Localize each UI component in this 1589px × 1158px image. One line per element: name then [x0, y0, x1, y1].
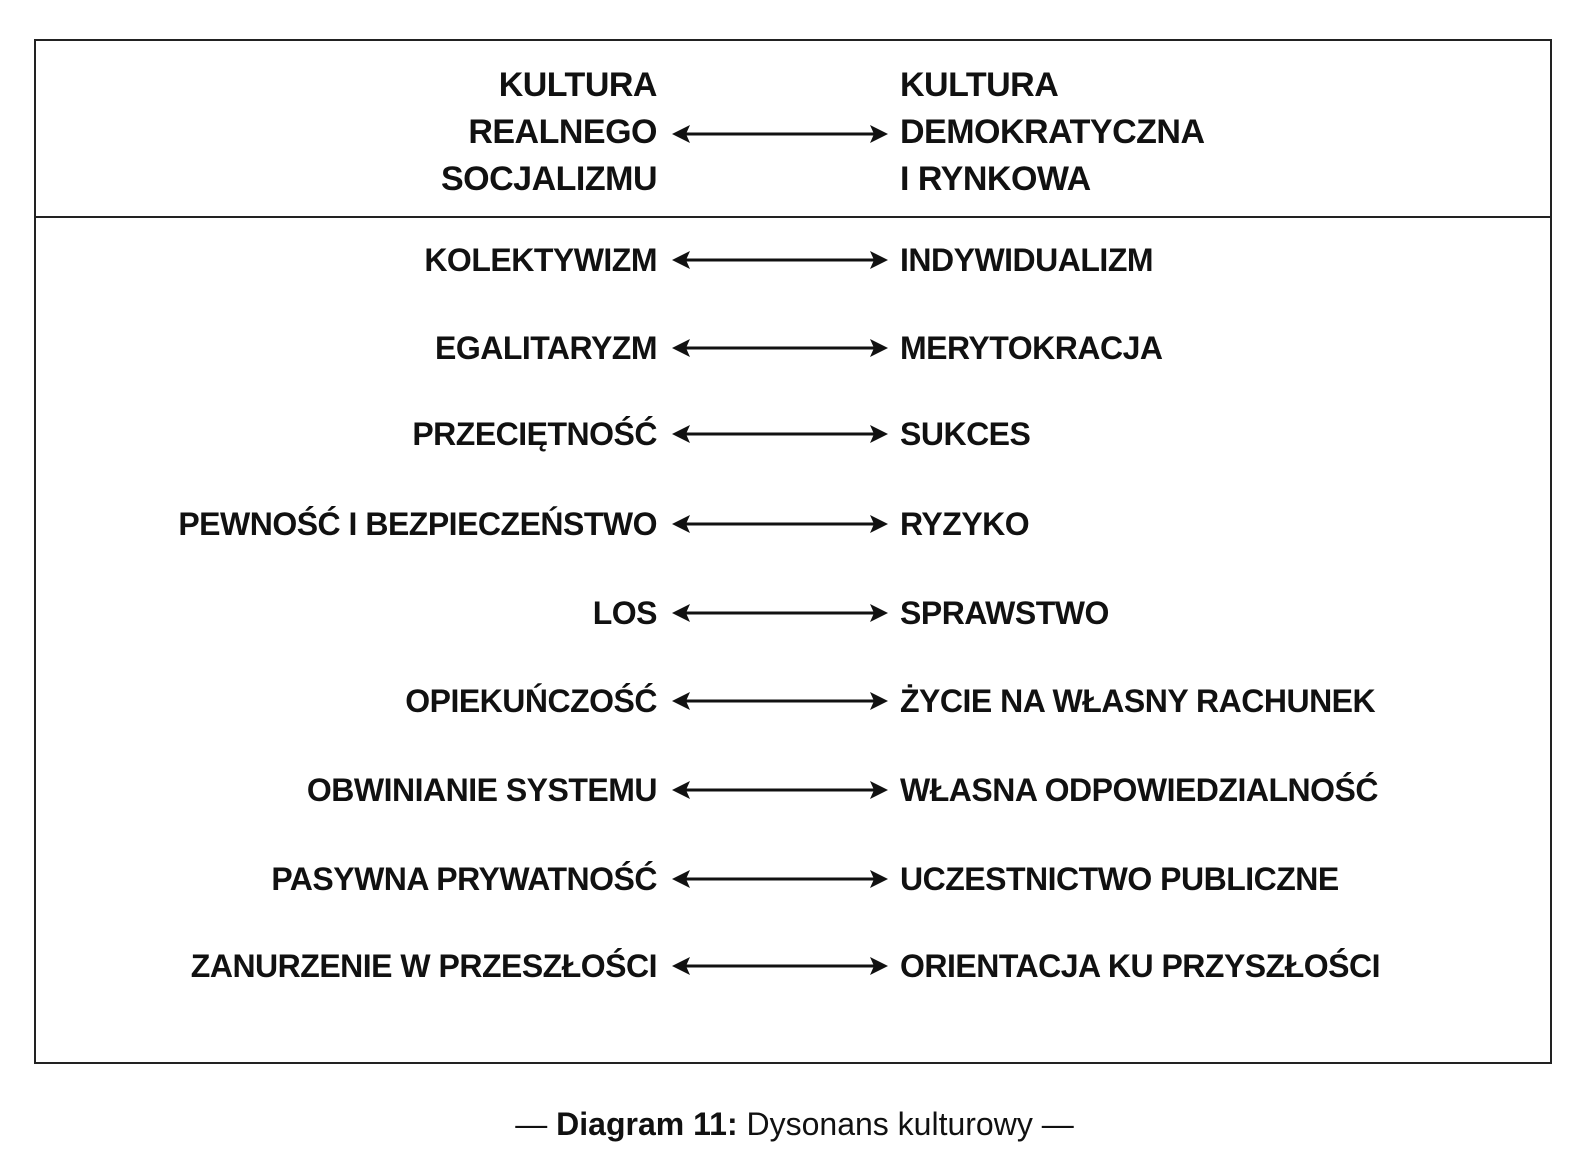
comparison-row	[0, 240, 1589, 280]
comparison-row	[0, 946, 1589, 986]
double-arrow	[672, 422, 888, 446]
right-concept: UCZESTNICTWO PUBLICZNE	[900, 861, 1339, 897]
right-concept: SUKCES	[900, 416, 1031, 452]
right-concept: SPRAWSTWO	[900, 595, 1109, 631]
left-concept: ZANURZENIE W PRZESZŁOŚCI	[190, 948, 657, 984]
header-divider	[34, 216, 1552, 218]
header-left-line: SOCJALIZMU	[441, 160, 657, 198]
comparison-row	[0, 681, 1589, 721]
header-right-line: I RYNKOWA	[900, 160, 1091, 198]
caption-dash-before: —	[515, 1106, 548, 1142]
right-concept: INDYWIDUALIZM	[900, 242, 1154, 278]
header-left-line: REALNEGO	[468, 113, 657, 151]
left-concept: PEWNOŚĆ I BEZPIECZEŃSTWO	[178, 506, 657, 542]
header-left-line: KULTURA	[498, 66, 657, 104]
double-arrow	[672, 689, 888, 713]
left-concept: EGALITARYZM	[434, 330, 657, 366]
diagram-caption	[0, 1104, 1589, 1144]
double-arrow	[672, 601, 888, 625]
comparison-row	[0, 859, 1589, 899]
comparison-row	[0, 414, 1589, 454]
caption-label: Diagram 11:	[556, 1106, 738, 1142]
left-concept: OPIEKUŃCZOŚĆ	[405, 683, 657, 719]
double-arrow	[672, 867, 888, 891]
comparison-row	[0, 504, 1589, 544]
right-concept: WŁASNA ODPOWIEDZIALNOŚĆ	[900, 772, 1378, 808]
left-concept: PRZECIĘTNOŚĆ	[412, 416, 657, 452]
comparison-row	[0, 770, 1589, 810]
right-concept: ORIENTACJA KU PRZYSZŁOŚCI	[900, 948, 1380, 984]
header-right-label	[900, 62, 1205, 203]
double-arrow	[672, 778, 888, 802]
left-concept: KOLEKTYWIZM	[424, 242, 657, 278]
header-left-label	[441, 62, 657, 203]
double-arrow	[672, 512, 888, 536]
right-concept: MERYTOKRACJA	[900, 330, 1163, 366]
comparison-row	[0, 593, 1589, 633]
caption-dash-after: —	[1041, 1106, 1074, 1142]
header-right-line: DEMOKRATYCZNA	[900, 113, 1205, 151]
left-concept: LOS	[592, 595, 657, 631]
comparison-row	[0, 328, 1589, 368]
double-arrow	[672, 954, 888, 978]
double-arrow	[672, 248, 888, 272]
double-arrow	[672, 336, 888, 360]
header-right-line: KULTURA	[900, 66, 1059, 104]
right-concept: RYZYKO	[900, 506, 1030, 542]
left-concept: PASYWNA PRYWATNOŚĆ	[271, 861, 657, 897]
right-concept: ŻYCIE NA WŁASNY RACHUNEK	[900, 683, 1376, 719]
header-double-arrow	[672, 122, 888, 146]
caption-text: Dysonans kulturowy	[746, 1106, 1033, 1142]
left-concept: OBWINIANIE SYSTEMU	[306, 772, 657, 808]
diagram-frame	[34, 39, 1552, 1064]
